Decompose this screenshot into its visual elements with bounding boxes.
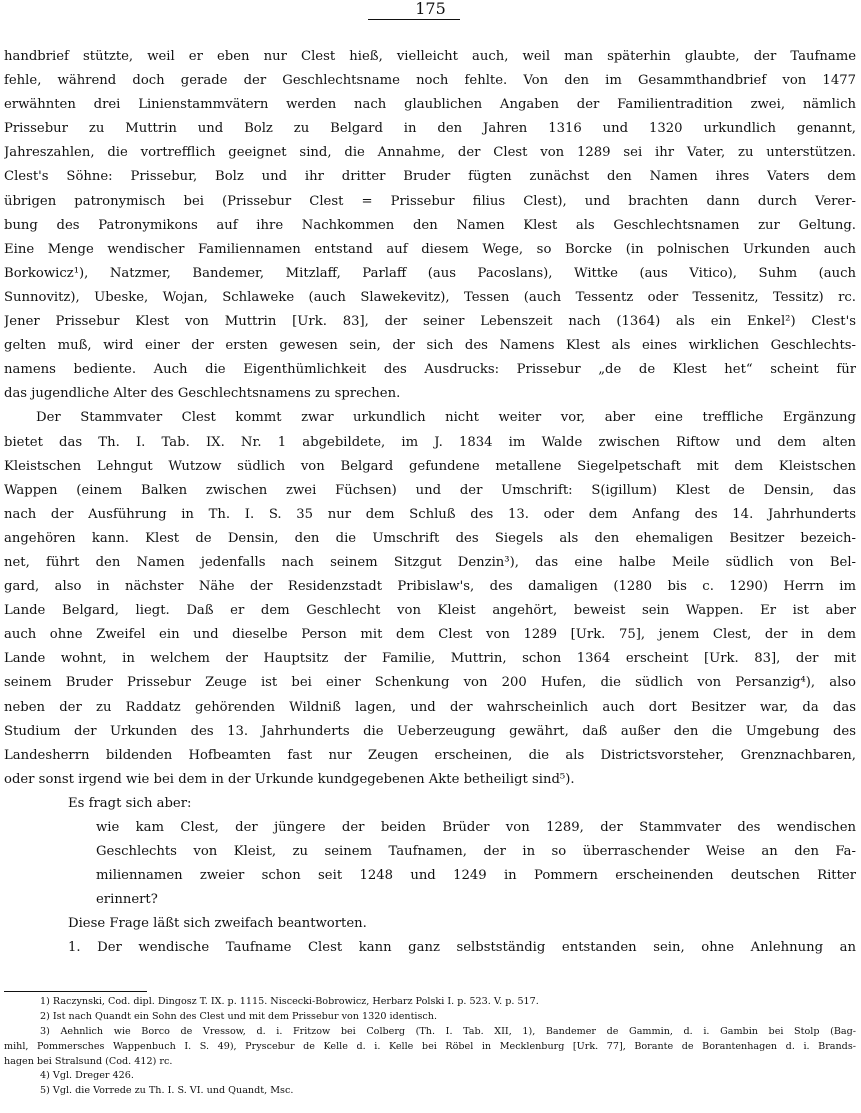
text-line: bietet das Th. I. Tab. IX. Nr. 1 abgebildete, im J. 1834 im Walde zwischen Riftow und dem alten — [4, 434, 856, 450]
text-line: auch ohne Zweifel ein und dieselbe Person mit dem Clest von 1289 [Urk. 75], jenem Clest, der in dem — [4, 627, 856, 643]
text-line: Clest's Söhne: Prissebur, Bolz und ihr dritter Bruder fügten zunächst den Namen ihres Vaters dem — [4, 169, 856, 185]
text-line: nach der Ausführung in Th. I. S. 35 nur dem Schluß des 13. oder dem Anfang des 14. Jahrhunderts — [4, 506, 856, 522]
footnote: hagen bei Stralsund (Cod. 412) rc. — [4, 1055, 173, 1067]
footnote: 2) Ist nach Quandt ein Sohn des Clest und mit dem Prissebur von 1320 identisch. — [40, 1010, 438, 1022]
footnote: 1) Raczynski, Cod. dipl. Dingosz T. IX. p. 1115. Niscecki-Bobrowicz, Herbarz Polski I. p. 523. V. p. 517. — [40, 996, 539, 1007]
text-line: bung des Patronymikons auf ihre Nachkommen den Namen Klest als Geschlechtsnamen zur Geltung. — [4, 217, 856, 233]
text-line: das jugendliche Alter des Geschlechtsnamens zu sprechen. — [4, 386, 401, 402]
text-line: angehören kann. Klest de Densin, den die Umschrift des Siegels als den ehemaligen Besitzer bezeich- — [4, 530, 856, 546]
quote-line: Geschlechts von Kleist, zu seinem Taufnamen, der in so überraschender Weise an den Fa- — [96, 844, 856, 860]
text-line: Borkowicz¹), Natzmer, Bandemer, Mitzlaff, Parlaff (aus Pacoslans), Wittke (aus Vitico), Suhm (auch — [4, 265, 856, 281]
text-line: Es fragt sich aber: — [68, 795, 192, 811]
text-line: Studium der Urkunden des 13. Jahrhunderts die Ueberzeugung gewährt, daß außer den die Umgebung des — [4, 723, 856, 739]
quote-line: miliennamen zweier schon seit 1248 und 1249 in Pommern erscheinenden deutschen Ritter — [96, 868, 856, 884]
text-line: Diese Frage läßt sich zweifach beantworten. — [68, 916, 367, 932]
footnote: 3) Aehnlich wie Borco de Vressow, d. i. Fritzow bei Colberg (Th. I. Tab. XII, 1), Bandemer de Gammin, d. i. Gambin bei Stolp (Bag- — [40, 1025, 856, 1037]
text-line: gelten muß, wird einer der ersten gewesen sein, der sich des Namens Klest als eines wirklichen Geschlechts- — [4, 338, 856, 354]
text-line: Sunnovitz), Ubeske, Wojan, Schlaweke (auch Slawekevitz), Tessen (auch Tessentz oder Tessenitz, Tessitz) rc. — [4, 289, 856, 305]
text-line: fehle, während doch gerade der Geschlechtsname noch fehlte. Von den im Gesammthandbrief von 1477 — [4, 73, 856, 89]
footnote: 4) Vgl. Dreger 426. — [40, 1070, 134, 1082]
text-line: 1. Der wendische Taufname Clest kann ganz selbstständig entstanden sein, ohne Anlehnung an — [68, 940, 856, 956]
footnote: mihl, Pommersches Wappenbuch I. S. 49), Pryscebur de Kelle d. i. Kelle bei Röbel in Mecklenburg [Urk. 77], Borante de Borantenhagen d. i. Brands- — [4, 1040, 856, 1052]
quote-line: erinnert? — [96, 892, 158, 908]
footnote-rule — [4, 991, 147, 992]
body-text — [4, 45, 856, 961]
text-line: Prissebur zu Muttrin und Bolz zu Belgard in den Jahren 1316 und 1320 urkundlich genannt, — [4, 121, 856, 137]
page-number-rule — [368, 19, 460, 20]
text-line: übrigen patronymisch bei (Prissebur Clest = Prissebur filius Clest), und brachten dann durch Verer- — [4, 193, 856, 209]
text-line: Wappen (einem Balken zwischen zwei Füchsen) und der Umschrift: S(igillum) Klest de Densin, das — [4, 482, 856, 498]
text-line: Eine Menge wendischer Familiennamen entstand auf diesem Wege, so Borcke (in polnischen Urkunden auch — [4, 241, 856, 257]
text-line: gard, also in nächster Nähe der Residenzstadt Pribislaw's, des damaligen (1280 bis c. 1290) Herrn im — [4, 579, 856, 595]
text-line: net, führt den Namen jedenfalls nach seinem Sitzgut Denzin³), das eine halbe Meile südlich von Bel- — [4, 554, 856, 570]
text-line: Lande wohnt, in welchem der Hauptsitz der Familie, Muttrin, schon 1364 erscheint [Urk. 83], der mit — [4, 651, 856, 667]
text-line: erwähnten drei Linienstammvätern werden nach glaublichen Angaben der Familientradition zwei, nämlich — [4, 97, 856, 113]
text-line: handbrief stützte, weil er eben nur Clest hieß, vielleicht auch, weil man späterhin glaubte, der Taufname — [4, 49, 856, 64]
page-number: 175 — [415, 0, 446, 18]
text-line: namens bediente. Auch die Eigenthümlichkeit des Ausdrucks: Prissebur „de de Klest het“ scheint für — [4, 362, 856, 378]
text-line: neben der zu Raddatz gehörenden Wildniß lagen, und der wahrscheinlich auch dort Besitzer war, da das — [4, 699, 856, 715]
text-line: Der Stammvater Clest kommt zwar urkundlich nicht weiter vor, aber eine treffliche Ergänzung — [36, 410, 856, 426]
text-line: seinem Bruder Prissebur Zeuge ist bei einer Schenkung von 200 Hufen, die südlich von Persanzig⁴), also — [4, 675, 856, 691]
footnotes — [4, 995, 856, 1099]
text-line: Jahreszahlen, die vortrefflich geeignet sind, die Annahme, der Clest von 1289 sei ihr Vater, zu unterstützen. — [4, 145, 856, 161]
footnote: 5) Vgl. die Vorrede zu Th. I. S. VI. und Quandt, Msc. — [40, 1085, 294, 1097]
quote-line: wie kam Clest, der jüngere der beiden Brüder von 1289, der Stammvater des wendischen — [96, 820, 856, 835]
text-line: Jener Prissebur Klest von Muttrin [Urk. 83], der seiner Lebenszeit nach (1364) als ein Enkel²) Clest's — [4, 314, 856, 330]
text-line: Kleistschen Lehngut Wutzow südlich von Belgard gefundene metallene Siegelpetschaft mit dem Kleistschen — [4, 458, 856, 474]
text-line: oder sonst irgend wie bei dem in der Urkunde kundgegebenen Akte betheiligt sind⁵). — [4, 771, 575, 787]
text-line: Lande Belgard, liegt. Daß er dem Geschlecht von Kleist angehört, beweist sein Wappen. Er ist aber — [4, 603, 856, 619]
text-line: Landesherrn bildenden Hofbeamten fast nur Zeugen erscheinen, die als Districtsvorsteher, Grenznachbaren, — [4, 747, 856, 763]
